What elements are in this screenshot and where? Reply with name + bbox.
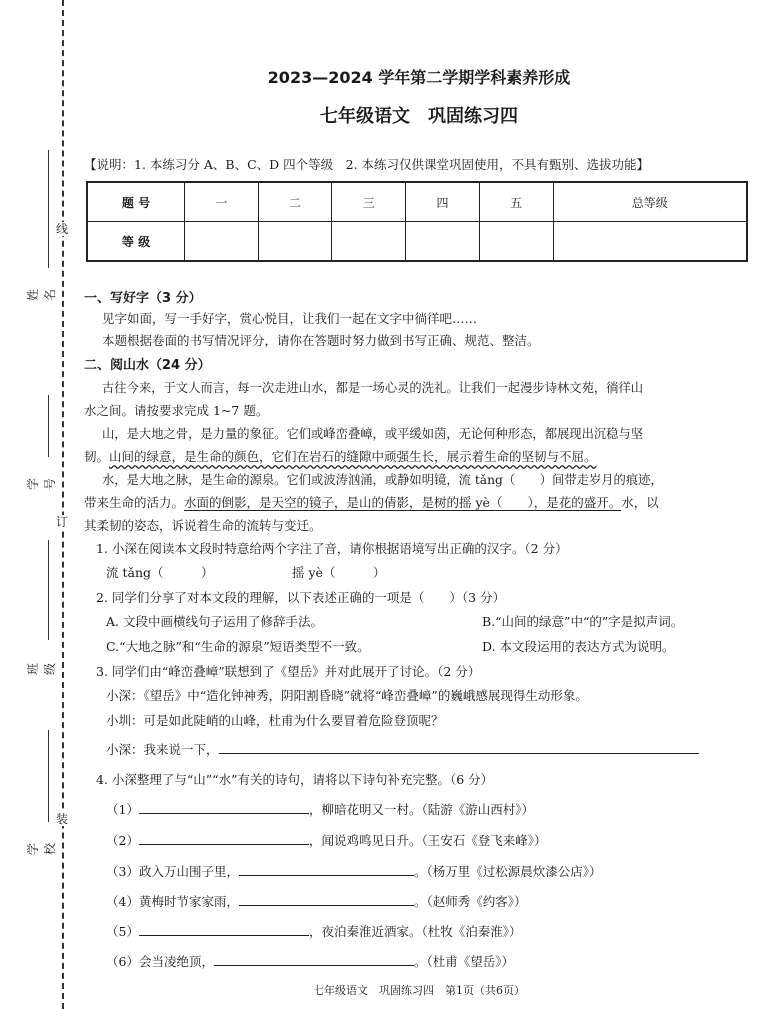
- q4-item-text: ，夜泊秦淮近酒家。（杜牧《泊秦淮》）: [308, 924, 522, 939]
- q3-dialogue-1: 小深：《望岳》中“造化钟神秀，阴阳割昏晓”就将“峰峦叠嶂”的巍峨感展现得生动形象。: [106, 688, 588, 703]
- school-line[interactable]: [48, 730, 49, 822]
- passage-text: 带来生命的活力。: [84, 495, 185, 510]
- q3-dialogue-3: 小深：我来说一下，: [106, 742, 219, 757]
- q4-item-5: [106, 922, 521, 940]
- grade-cell-2[interactable]: [258, 222, 332, 262]
- exam-subtitle: 七年级语文 巩固练习四: [320, 106, 518, 127]
- name-label: 姓名: [26, 289, 57, 302]
- grade-cell-1[interactable]: [185, 222, 259, 262]
- passage-mountain-2: [84, 447, 597, 465]
- col-3: 三: [332, 182, 406, 222]
- id-label: 学号: [26, 478, 57, 491]
- exam-title: 2023—2024 学年第二学期学科素养形成: [267, 68, 571, 87]
- passage-water-2: [84, 493, 659, 511]
- school-field[interactable]: [26, 730, 57, 860]
- cut-line: [62, 0, 64, 1009]
- q4-item-3: [106, 862, 601, 880]
- question-number-label: 题 号: [87, 182, 185, 222]
- score-table: [86, 181, 748, 262]
- passage-text: 韧。: [84, 449, 110, 464]
- q4-blank-6[interactable]: [214, 953, 414, 966]
- score-header-row: [87, 182, 747, 222]
- q4-item-text: ，柳暗花明又一村。（陆游《游山西村》）: [308, 802, 534, 817]
- question-1: 1. 小深在阅读本文段时特意给两个字注了音，请你根据语境写出正确的汉字。（2 分）: [96, 541, 568, 556]
- q4-item-1: [106, 800, 534, 818]
- class-label: 班级: [26, 663, 57, 676]
- grade-cell-4[interactable]: [406, 222, 480, 262]
- section1-line-1: 见字如面，写一手好字，赏心悦目，让我们一起在文字中徜徉吧……: [102, 311, 478, 326]
- intro-line-2: 水之间。请按要求完成 1~7 题。: [84, 403, 269, 418]
- grade-cell-5[interactable]: [479, 222, 553, 262]
- passage-mountain-1: 山，是大地之骨，是力量的象征。它们或峰峦叠嶂，或平缓如茵，无论何种形态，都展现出沉稳与坚: [102, 427, 644, 441]
- q4-item-text: （6）会当凌绝顶，: [106, 954, 214, 969]
- col-2: 二: [258, 182, 332, 222]
- q4-blank-5[interactable]: [139, 923, 309, 936]
- binding-word-zhuang: 装: [56, 812, 69, 826]
- q4-item-number: （5）: [106, 924, 139, 939]
- q4-item-6: [106, 952, 514, 970]
- question-2: 2. 同学们分享了对本文段的理解，以下表述正确的一项是（ ）（3 分）: [96, 590, 506, 605]
- class-line[interactable]: [48, 540, 49, 640]
- passage-water-1: 水，是大地之脉，是生命的源泉。它们或波涛汹涌，或静如明镜，流 tǎng（ ）间带走岁月的痕迹，: [102, 473, 663, 487]
- q4-item-2: [106, 831, 546, 849]
- q4-item-text: 。（杨万里《过松源晨炊漆公店》）: [413, 864, 602, 879]
- q1-blank-ye[interactable]: 摇 yè（ ）: [292, 565, 386, 580]
- grade-label: 等 级: [87, 222, 185, 262]
- question-3: 3. 同学们由“峰峦叠嶂”联想到了《望岳》并对此展开了讨论。（2 分）: [96, 664, 481, 679]
- page-footer: 七年级语文 巩固练习四 第1页（共6页）: [313, 984, 525, 997]
- q4-item-text: （3）政入万山围子里，: [106, 864, 239, 879]
- id-line[interactable]: [48, 395, 49, 457]
- question-4: 4. 小深整理了与“山”“水”有关的诗句，请将以下诗句补充完整。（6 分）: [96, 772, 494, 787]
- q4-item-text: 。（赵师秀《约客》）: [413, 894, 527, 909]
- class-field[interactable]: [26, 540, 57, 680]
- q4-blank-1[interactable]: [139, 801, 309, 814]
- q4-item-text: ，闻说鸡鸣见日升。（王安石《登飞来峰》）: [308, 833, 547, 848]
- q4-blank-3[interactable]: [239, 863, 414, 876]
- q1-blank-tang[interactable]: 流 tǎng（ ）: [106, 565, 214, 580]
- wavy-underlined-sentence: 山间的绿意，是生命的颜色，它们在岩石的缝隙中顽强生长，展示着生命的坚韧与不屈。: [109, 449, 597, 464]
- id-field[interactable]: [26, 395, 57, 495]
- q2-option-d[interactable]: D. 本文段运用的表达方式为说明。: [482, 639, 675, 654]
- q4-item-text: 。（杜甫《望岳》）: [413, 954, 514, 969]
- col-1: 一: [185, 182, 259, 222]
- section1-heading: 一、写好字（3 分）: [84, 291, 202, 306]
- col-4: 四: [406, 182, 480, 222]
- grade-cell-3[interactable]: [332, 222, 406, 262]
- q3-dialogue-2: 小圳：可是如此陡峭的山峰，杜甫为什么要冒着危险登顶呢？: [106, 713, 444, 728]
- q4-blank-4[interactable]: [239, 893, 414, 906]
- q2-option-c[interactable]: C.“大地之脉”和“生命的源泉”短语类型不一致。: [106, 639, 370, 654]
- name-field[interactable]: [26, 150, 57, 310]
- binding-margin: [0, 0, 82, 1009]
- q4-item-number: （1）: [106, 802, 139, 817]
- passage-water-3: 其柔韧的姿态，诉说着生命的流转与变迁。: [84, 518, 322, 533]
- school-label: 学校: [26, 843, 57, 856]
- score-grade-row: [87, 222, 747, 262]
- col-total: 总等级: [553, 182, 747, 222]
- q2-option-b[interactable]: B.“山间的绿意”中“的”字是拟声词。: [482, 614, 684, 629]
- passage-text: 水，以: [621, 495, 659, 510]
- q3-answer-blank[interactable]: [219, 741, 699, 754]
- underlined-sentence: 水面的倒影，是天空的镜子，是山的倩影，是树的摇 yè（ ），是花的盛开。: [184, 495, 622, 510]
- col-5: 五: [479, 182, 553, 222]
- binding-word-xian: 线: [56, 222, 69, 236]
- q4-blank-2[interactable]: [139, 832, 309, 845]
- q4-item-4: [106, 892, 526, 910]
- intro-line-1: 古往今来，于文人而言，每一次走进山水，都是一场心灵的洗礼。让我们一起漫步诗林文苑，徜徉山: [102, 381, 644, 395]
- name-line[interactable]: [48, 150, 49, 268]
- section2-heading: 二、阅山水（24 分）: [84, 358, 211, 373]
- grade-cell-total[interactable]: [553, 222, 747, 262]
- q3-answer-line: [106, 740, 699, 758]
- q4-item-text: （4）黄梅时节家家雨，: [106, 894, 239, 909]
- q2-option-a[interactable]: A. 文段中画横线句子运用了修辞手法。: [106, 614, 323, 629]
- instructions-note: 【说明：1. 本练习分 A、B、C、D 四个等级 2. 本练习仅供课堂巩固使用，不具有甄别、选拔功能】: [84, 157, 650, 172]
- binding-word-ding: 订: [56, 515, 69, 529]
- q4-item-number: （2）: [106, 833, 139, 848]
- section1-line-2: 本题根据卷面的书写情况评分，请你在答题时努力做到书写正确、规范、整洁。: [102, 333, 540, 348]
